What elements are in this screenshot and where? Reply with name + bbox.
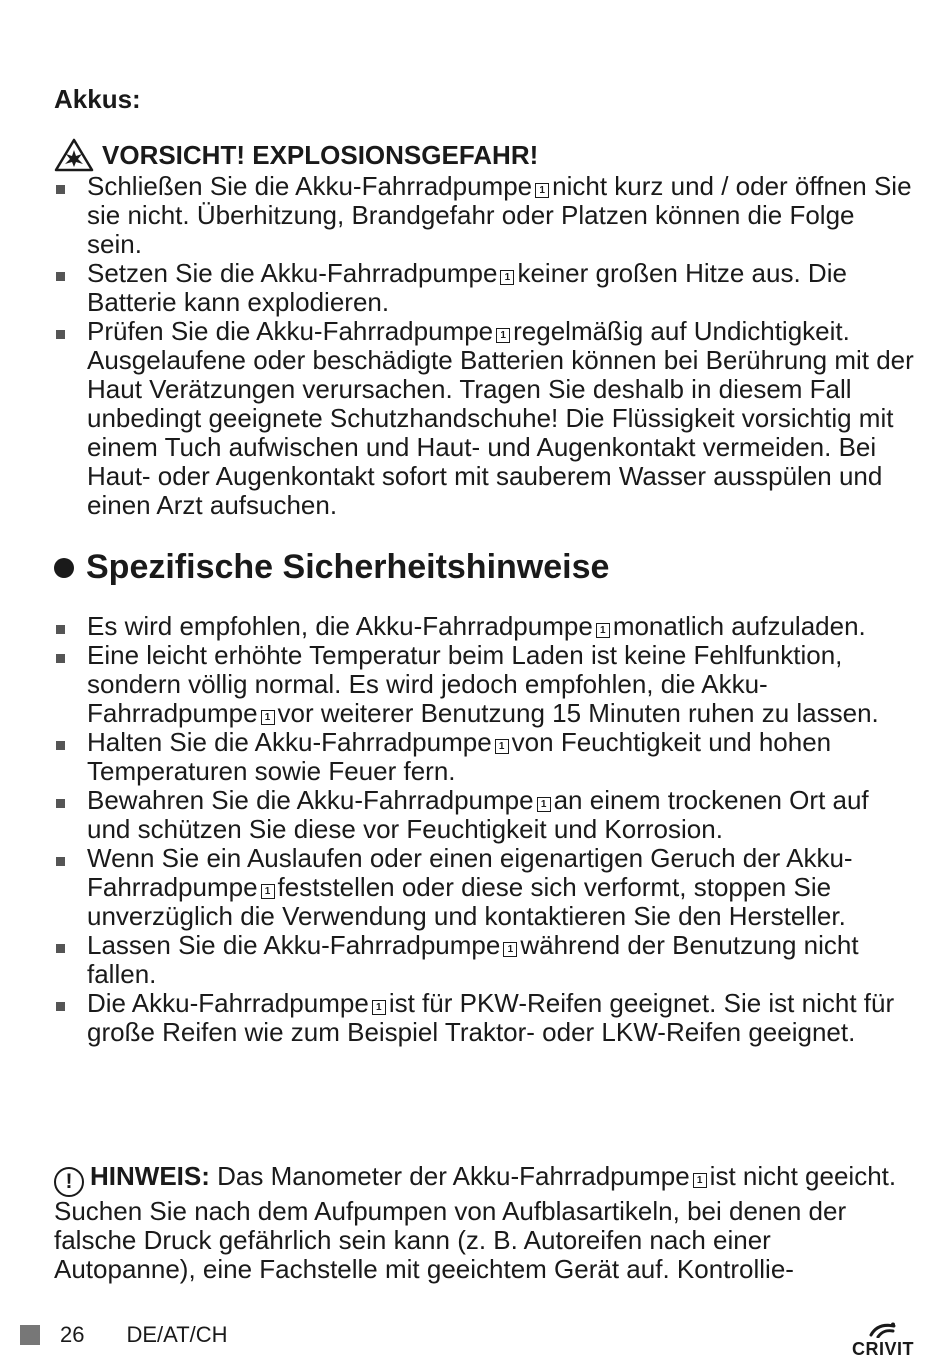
reference-number: 1 bbox=[372, 1000, 386, 1015]
reference-number: 1 bbox=[596, 623, 610, 638]
specific-safety-heading: Spezifische Sicherheitshinweise bbox=[54, 548, 609, 587]
reference-number: 1 bbox=[261, 710, 275, 725]
locale-label: DE/AT/CH bbox=[126, 1322, 228, 1347]
akkus-warning-list bbox=[54, 172, 914, 520]
explosion-warning-icon bbox=[54, 138, 94, 172]
list-item: Wenn Sie ein Auslaufen oder einen eigenartigen Geruch der Akku-Fahrradpumpe 1 feststellen oder diese sich verformt, stoppen Sie unverzüglich die Verwendung und kontaktieren Sie den Hersteller. bbox=[54, 844, 914, 931]
list-item: Eine leicht erhöhte Temperatur beim Laden ist keine Fehlfunktion, sondern völlig normal. Es wird jedoch empfohlen, die Akku-Fahrradpumpe 1 vor weiterer Benutzung 15 Minuten ruhen zu lassen. bbox=[54, 641, 914, 728]
reference-number: 1 bbox=[495, 739, 509, 754]
footer-square-icon bbox=[20, 1325, 40, 1345]
page-number: 26 bbox=[60, 1322, 85, 1347]
crivit-logo bbox=[852, 1322, 914, 1360]
reference-number: 1 bbox=[537, 797, 551, 812]
specific-safety-list bbox=[54, 612, 914, 1047]
list-item: Lassen Sie die Akku-Fahrradpumpe 1 während der Benutzung nicht fallen. bbox=[54, 931, 914, 989]
akkus-heading: Akkus: bbox=[54, 84, 141, 114]
reference-number: 1 bbox=[261, 884, 275, 899]
page-footer bbox=[20, 1322, 228, 1348]
list-item: Setzen Sie die Akku-Fahrradpumpe 1 keiner großen Hitze aus. Die Batterie kann explodieren. bbox=[54, 259, 914, 317]
warning-title: VORSICHT! EXPLOSIONSGEFAHR! bbox=[102, 139, 539, 170]
list-item: Die Akku-Fahrradpumpe 1 ist für PKW-Reifen geeignet. Sie ist nicht für große Reifen wie zum Beispiel Traktor- oder LKW-Reifen geeignet. bbox=[54, 989, 914, 1047]
list-item: Prüfen Sie die Akku-Fahrradpumpe 1 regelmäßig auf Undichtigkeit. Ausgelaufene oder beschädigte Batterien können bei Berührung mit der Haut Verätzungen verursachen. Tragen Sie deshalb in diesem Fall unbedingt geeignete Schutzhandschuhe! Die Flüssigkeit vorsichtig mit einem Tuch aufwischen und Haut- und Augenkontakt vermeiden. Bei Haut- oder Augenkontakt sofort mit sauberem Wasser ausspülen und einen Arzt aufsuchen. bbox=[54, 317, 914, 520]
reference-number: 1 bbox=[500, 270, 514, 285]
note-paragraph: ! HINWEIS: Das Manometer der Akku-Fahrradpumpe 1 ist nicht geeicht. Suchen Sie nach dem Aufpumpen von Aufblasartikeln, bei denen der falsche Druck gefährlich sein kann (z. B. Autoreifen nach einer Autopanne), eine Fachstelle mit geeichtem Gerät auf. Kontrollie- bbox=[54, 1161, 897, 1284]
crivit-runner-icon bbox=[868, 1322, 898, 1338]
logo-text: CRIVIT bbox=[851, 1339, 914, 1359]
exclamation-circle-icon: ! bbox=[54, 1167, 84, 1197]
reference-number: 1 bbox=[535, 183, 549, 198]
list-item: Schließen Sie die Akku-Fahrradpumpe 1 nicht kurz und / oder öffnen Sie sie nicht. Überhitzung, Brandgefahr oder Platzen können die Folge sein. bbox=[54, 172, 914, 259]
list-item: Bewahren Sie die Akku-Fahrradpumpe 1 an einem trockenen Ort auf und schützen Sie diese vor Feuchtigkeit und Korrosion. bbox=[54, 786, 914, 844]
explosion-warning-heading bbox=[54, 138, 538, 172]
reference-number: 1 bbox=[503, 942, 517, 957]
bullet-dot-icon bbox=[54, 558, 74, 578]
list-item: Es wird empfohlen, die Akku-Fahrradpumpe 1 monatlich aufzuladen. bbox=[54, 612, 914, 641]
reference-number: 1 bbox=[693, 1173, 707, 1188]
list-item: Halten Sie die Akku-Fahrradpumpe 1 von Feuchtigkeit und hohen Temperaturen sowie Feuer fern. bbox=[54, 728, 914, 786]
note-label: HINWEIS: bbox=[90, 1161, 210, 1191]
reference-number: 1 bbox=[496, 328, 510, 343]
